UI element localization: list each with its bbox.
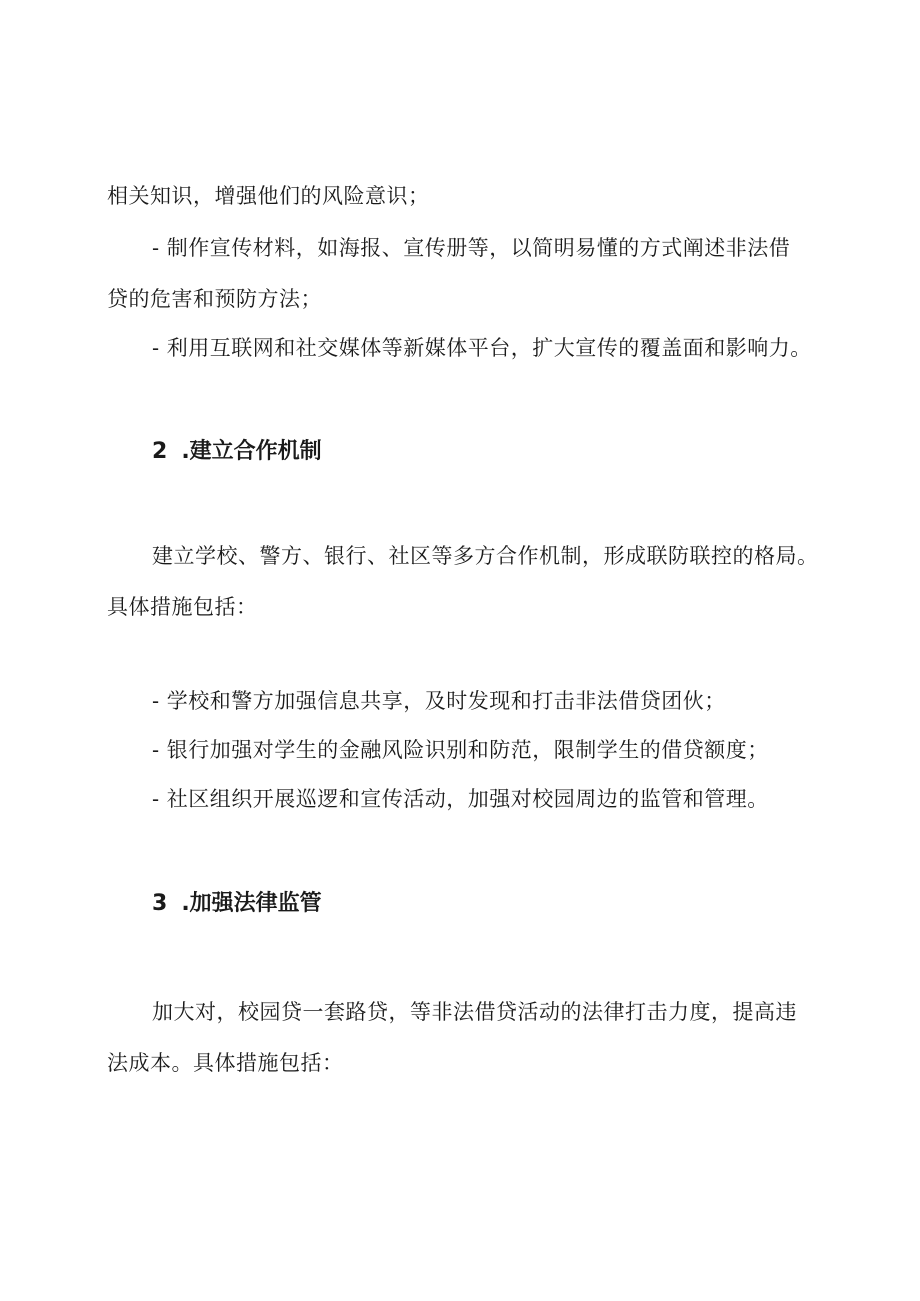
section-title: .加强法律监管 (181, 891, 322, 916)
section-heading-2 (152, 437, 322, 467)
bullet-item-continuation: 贷的危害和预防方法； (107, 287, 322, 311)
paragraph-line: 法成本。具体措施包括： (107, 1051, 344, 1075)
bullet-item: - 利用互联网和社交媒体等新媒体平台，扩大宣传的覆盖面和影响力。 (152, 336, 812, 360)
bullet-item: - 学校和警方加强信息共享，及时发现和打击非法借贷团伙； (152, 689, 726, 713)
bullet-item: - 制作宣传材料，如海报、宣传册等，以简明易懂的方式阐述非法借 (152, 236, 791, 260)
paragraph-line: 建立学校、警方、银行、社区等多方合作机制，形成联防联控的格局。 (152, 544, 819, 568)
bullet-item: - 社区组织开展巡逻和宣传活动，加强对校园周边的监管和管理。 (152, 787, 769, 811)
paragraph-line: 具体措施包括： (107, 595, 258, 619)
section-title: .建立合作机制 (181, 439, 322, 464)
section-number: 3 (152, 891, 168, 916)
section-number: 2 (152, 439, 168, 464)
bullet-item: - 银行加强对学生的金融风险识别和防范，限制学生的借贷额度； (152, 738, 769, 762)
paragraph-line: 加大对，校园贷一套路贷，等非法借贷活动的法律打击力度，提高违 (152, 1000, 797, 1024)
paragraph-line: 相关知识，增强他们的风险意识； (107, 184, 430, 208)
section-heading-3 (152, 889, 322, 919)
